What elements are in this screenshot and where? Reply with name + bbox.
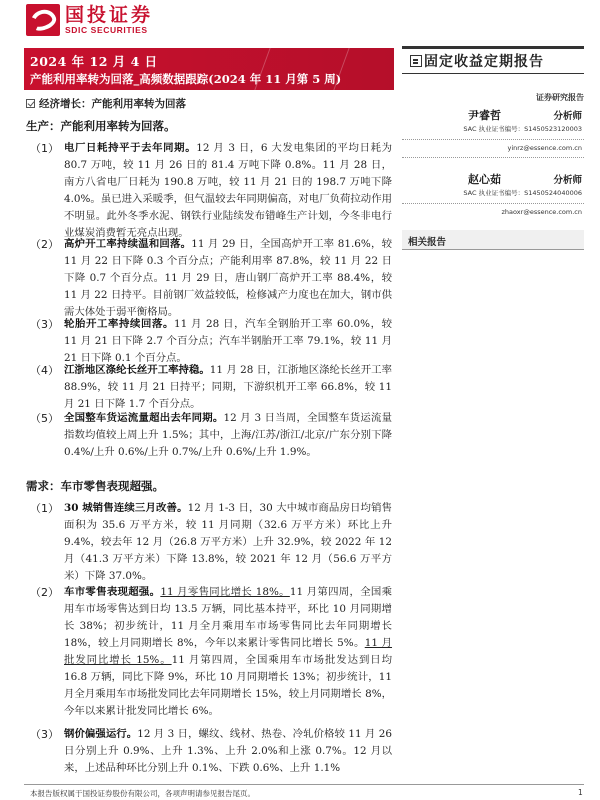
- section-title: [26, 96, 186, 111]
- list-item: （1） 电厂日耗持平于去年同期。12 月 3 日，6 大发电集团的平均日耗为 80.7 万吨，较 11 月 26 日的 81.4 万吨下降 0.8%。11 月 28 日，南方八省电厂日耗为 190.8 万吨，较 11 月 21 日的 198.7 万吨下降 4.0%。虽已进入采暖季，但气温较去年同期偏高，对电厂负荷拉动作用不明显。此外冬季水泥、钢铁行业陆续发布错峰生产计划，今冬非电行业煤炭消费暂无亮点出现。: [30, 142, 393, 239]
- analyst-email[interactable]: yinrz@essence.com.cn: [507, 144, 582, 152]
- logo-mark-icon: [26, 4, 60, 36]
- title-banner: [24, 48, 394, 90]
- list-item: （3） 钢价偏强运行。12 月 3 日，螺纹、线材、热卷、冷轧价格较 11 月 26 日分别上升 0.9%、上升 1.3%、上升 2.0%和上涨 0.7%。12 月以来，上述品种环比分别上升 0.1%、下跌 0.6%、上升 1.1%: [30, 728, 392, 774]
- analyst-name: 尹睿哲: [468, 109, 501, 122]
- sidebar: [402, 78, 584, 231]
- production-heading: 生产：产能利用率转为回落。: [26, 119, 176, 133]
- analyst-name: 赵心茹: [468, 173, 501, 186]
- footer-divider: [24, 784, 584, 785]
- list-item: （2） 高炉开工率持续温和回落。11 月 29 日，全国高炉开工率 81.6%，较 11 月 22 日下降 0.3 个百分点；产能利用率 87.8%，较 11 月 22 日下降 0.7 个百分点。11 月 29 日，唐山钢厂高炉开工率 88.4%，较 11 月 22 日持平。目前钢厂效益较低，检修减产力度也在加大，钢市供需大体处于弱平衡格局。: [30, 238, 393, 318]
- report-title: 产能利用率转为回落_高频数据跟踪(2024 年 11 月第 5 周): [30, 72, 342, 86]
- analyst-cert: SAC 执业证书编号：S1450524040006: [463, 189, 582, 197]
- report-type-header: [402, 46, 584, 74]
- list-item: （1） 30 城销售连续三月改善。12 月 1-3 日，30 大中城市商品房日均销售面积为 35.6 万平方米，较 11 月同期（32.6 万平方米）环比上升 9.4%，较去年 12 月（26.8 万平方米）上升 32.9%，较 2022 年 12 月（41.3 万平方米）下降 13.8%，较 2021 年 12 月（56.6 万平方米）下降 37.0%。: [30, 502, 393, 582]
- analyst-cert: SAC 执业证书编号：S1450523120003: [463, 125, 582, 133]
- footer-disclaimer: 本报告版权属于国投证券股份有限公司，各项声明请参见报告尾页。: [30, 789, 255, 798]
- page-number: 1: [578, 788, 583, 797]
- demand-heading: 需求：车市零售表现超强。: [26, 479, 164, 493]
- list-item: （5） 全国整车货运流量超出去年同期。12 月 3 日当周，全国整车货运流量指数均值较上周上升 1.5%；其中，上海/江苏/浙江/北京/广东分别下降 0.4%/上升 0.6%/上升 0.7%/上升 0.6%/上升 1.9%。: [30, 412, 392, 458]
- report-date: 2024 年 12 月 4 日: [30, 54, 158, 69]
- sidebar-label: 证券研究报告: [536, 92, 584, 102]
- section-title-text: 经济增长：产能利用率转为回落: [39, 98, 186, 110]
- analyst-title: 分析师: [553, 111, 582, 122]
- list-item: （3） 轮胎开工率持续回落。11 月 28 日，汽车全钢胎开工率 60.0%，较 11 月 21 日下降 2.7 个百分点；汽车半钢胎开工率 79.1%，较 11 月 21 日下降 0.1 个百分点。: [30, 318, 392, 364]
- analyst-title: 分析师: [553, 175, 582, 186]
- report-type: 固定收益定期报告: [424, 54, 544, 70]
- related-reports-header: 相关报告: [402, 230, 584, 250]
- analyst-card: [402, 171, 584, 231]
- checkbox-icon: [26, 99, 35, 108]
- brand-logo: [26, 4, 153, 36]
- analyst-card: [402, 107, 584, 167]
- analyst-email[interactable]: zhaoxr@essence.com.cn: [501, 208, 582, 216]
- brand-name-cn: 国投证券: [65, 4, 154, 26]
- brand-name-en: SDIC SECURITIES: [65, 25, 148, 35]
- list-item: （2） 车市零售表现超强。11 月零售同比增长 18%。11 月第四周，全国乘用车市场零售达到日均 13.5 万辆，同比基本持平，环比 10 月同期增长 38%；初步统计，11 月全月乘用车市场零售同比去年同期增长 18%，较上月同期增长 8%，今年以来累计零售同比增长 5%。11 月批发同比增长 15%。11 月第四周，全国乘用车市场批发达到日均 16.8 万辆，同比下降 9%，环比 10 月同期增长 13%；初步统计，11 月全月乘用车市场批发同比去年同期增长 15%，较上月同期增长 8%，今年以来累计批发同比增长 6%。: [30, 586, 393, 717]
- report-icon: [410, 55, 422, 67]
- list-item: （4） 江浙地区涤纶长丝开工率持稳。11 月 28 日，江浙地区涤纶长丝开工率 88.9%，较 11 月 21 日持平；同期，下游织机开工率 66.8%，较 11 月 21 日下降 1.7 个百分点。: [30, 364, 392, 410]
